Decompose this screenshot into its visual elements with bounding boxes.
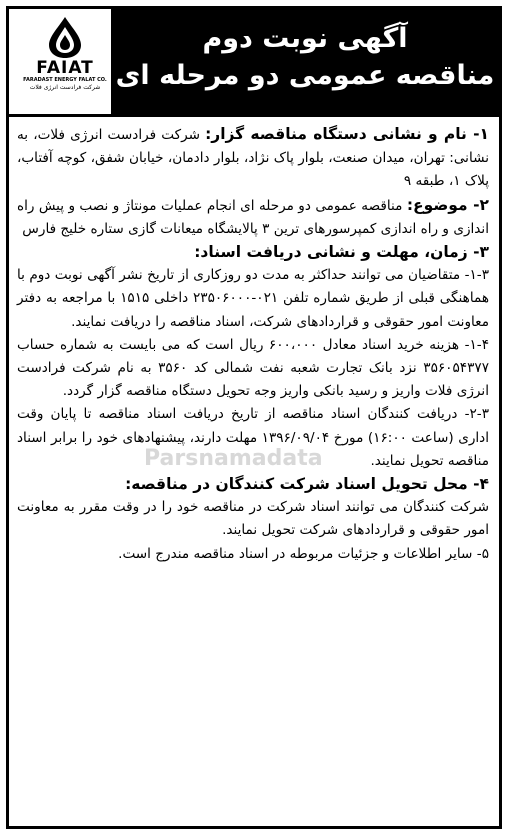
section-2 [17,194,489,241]
section-3-heading: ۳- زمان، مهلت و نشانی دریافت اسناد: [194,243,489,262]
section-2-heading: ۲- موضوع: [406,195,489,214]
header [9,9,499,117]
logo-company-en: FARADAST ENERGY FALAT CO. [23,77,107,83]
section-4-text: شرکت کنندگان می توانند اسناد شرکت در مناقصه خود را در وقت مقرر به معاونت امور حقوقی و قراردادهای شرکت تحویل نمایند. [17,499,489,539]
watermark: Parsnamadata [144,446,323,471]
section-4-heading: ۴- محل تحویل اسناد شرکت کنندگان در مناقصه: [125,475,489,494]
notice-body [9,117,499,566]
section-5-text: ۵- سایر اطلاعات و جزئیات مربوطه در اسناد مناقصه مندرج است. [118,545,489,562]
title-box [111,9,499,114]
section-3-item-1: ۱-۳- متقاضیان می توانند حداکثر به مدت دو روزکاری از تاریخ نشر آگهی نوبت دوم با هماهنگی قبلی از طریق شماره تلفن ۰۲۱-۲۳۵۰۶۰۰۰ داخلی ۱۵۱۵ با مراجعه به دفتر معاونت امور حقوقی و قراردادهای شرکت، اسناد مناقصه را دریافت نمایند. [17,267,489,330]
title-line-2: مناقصه عمومی دو مرحله ای [115,60,495,91]
logo-company-fa: شرکت فرادست انرژی فلات [29,84,101,91]
section-1 [17,123,489,194]
advertisement-frame [6,6,502,829]
oil-drop-icon [45,15,85,59]
section-1-heading: ۱- نام و نشانی دستگاه مناقصه گزار: [205,125,489,143]
title-line-1: آگهی نوبت دوم [202,23,408,54]
company-logo [9,9,121,114]
section-1-text: شرکت فرادست انرژی فلات، به نشانی: تهران، میدان صنعت، بلوار پاک نژاد، بلوار دادمان، خیابان شفق، کوچه آفتاب، پلاک ۱، طبقه ۹ [17,127,489,190]
section-3-item-3: ۲-۳- دریافت کنندگان اسناد مناقصه از تاریخ دریافت اسناد مناقصه تا پایان وقت اداری (ساعت ۱۶:۰۰) مورخ ۱۳۹۶/۰۹/۰۴ مهلت دارند، پیشنهادهای خود را برابر اسناد مناقصه تحویل نمایند. [17,406,490,469]
section-2-text: مناقصه عمومی دو مرحله ای انجام عملیات مونتاژ و نصب و پیش راه اندازی و راه اندازی کمپرسورهای ترین ۳ پالایشگاه میعانات گازی ستاره خلیج فارس [17,197,489,237]
logo-wordmark: FAIAT [36,58,94,78]
section-3-item-2: ۱-۴- هزینه خرید اسناد معادل ۶۰۰،۰۰۰ ریال است که می بایست به شماره حساب ۳۵۶۰۵۴۳۷۷ نزد بانک تجارت شعبه نفت شمالی کد ۳۵۶۰ به نام شرکت فرادست انرژی فلات واریز و رسید بانکی واریز وجه تحویل دستگاه مناقصه گزار گردد. [17,336,489,400]
